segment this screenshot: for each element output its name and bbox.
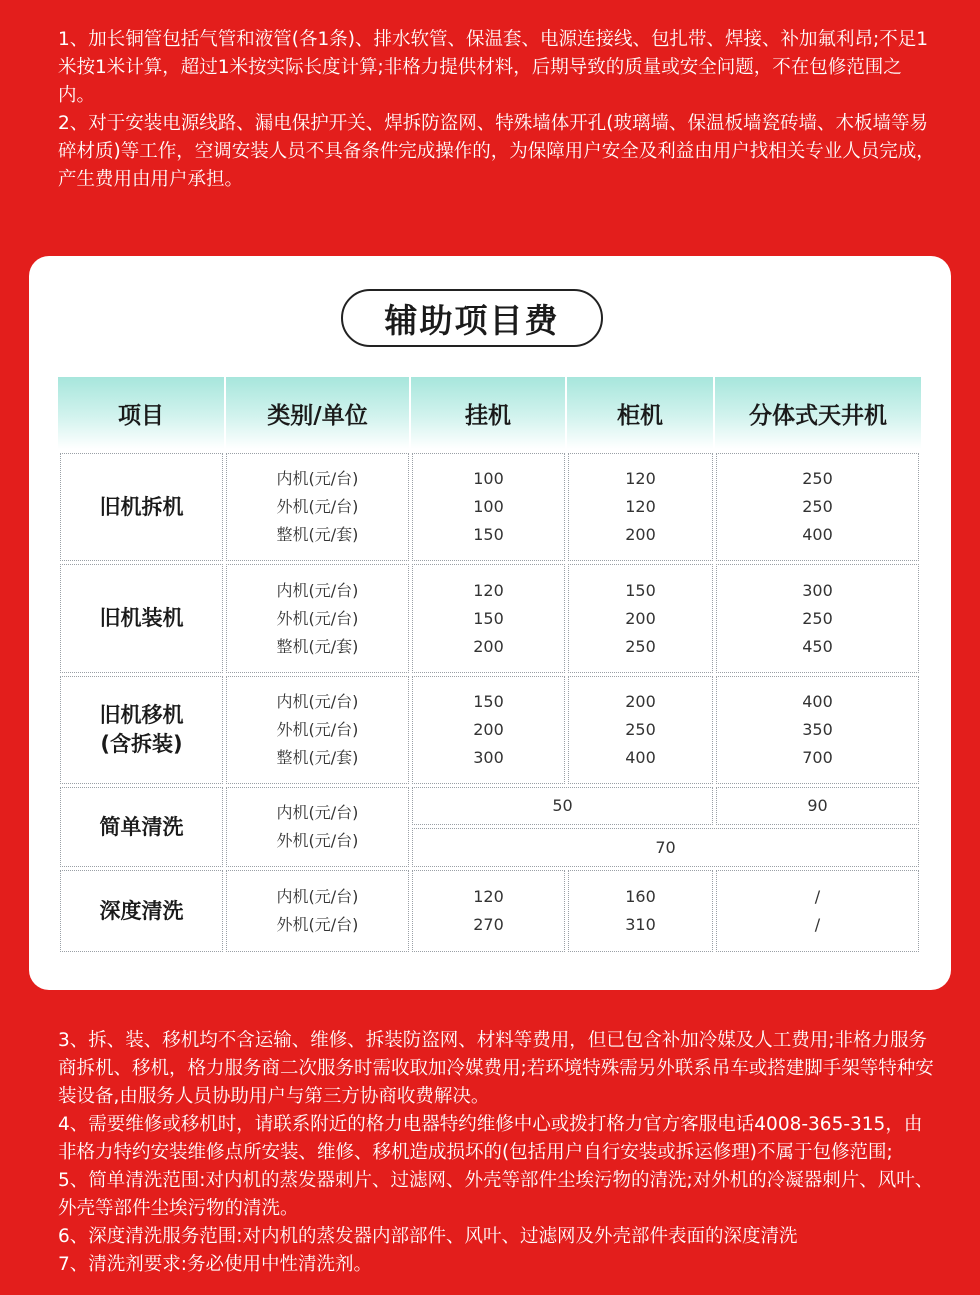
ceiling-values: 250 250 400 — [716, 453, 919, 561]
row-name-install: 旧机装机 — [60, 564, 223, 673]
indoor-ceiling-value: 90 — [716, 787, 919, 825]
header-cabinet: 柜机 — [617, 402, 663, 429]
header-category: 类别/单位 — [267, 402, 368, 429]
indoor-wall-cabinet-value: 50 — [412, 787, 713, 825]
card-title: 辅助项目费 — [341, 289, 603, 347]
table-header — [58, 377, 921, 449]
fee-card — [29, 256, 951, 990]
note-1: 1、加长铜管包括气管和液管(各1条)、排水软管、保温套、电源连接线、包扎带、焊接、补加氟利昂;不足1米按1米计算，超过1米按实际长度计算;非格力提供材料，后期导致的质量或安全问题，不在包修范围之内。 — [58, 29, 928, 106]
ceiling-values: 400 350 700 — [716, 676, 919, 784]
wall-values: 100 100 150 — [412, 453, 565, 561]
row-name-dismantle: 旧机拆机 — [60, 453, 223, 561]
ceiling-values: 300 250 450 — [716, 564, 919, 673]
note-6: 6、深度清洗服务范围:对内机的蒸发器内部部件、风叶、过滤网及外壳部件表面的深度清洗 — [58, 1226, 798, 1247]
header-ceiling: 分体式天井机 — [749, 402, 887, 429]
note-3: 3、拆、装、移机均不含运输、维修、拆装防盗网、材料等费用，但已包含补加冷媒及人工费用;非格力服务商拆机、移机，格力服务商二次服务时需收取加冷媒费用;若环境特殊需另外联系吊车或搭建脚手架等特种安装设备,由服务人员协助用户与第三方协商收费解决。 — [58, 1030, 934, 1107]
cabinet-values: 120 120 200 — [568, 453, 713, 561]
note-7: 7、清洗剂要求:务必使用中性清洗剂。 — [58, 1254, 373, 1275]
note-2: 2、对于安装电源线路、漏电保护开关、焊拆防盗网、特殊墙体开孔(玻璃墙、保温板墙瓷砖墙、木板墙等易碎材质)等工作，空调安装人员不具备条件完成操作的，为保障用户安全及利益由用户找相关专业人员完成，产生费用由用户承担。 — [58, 113, 935, 190]
cabinet-values: 160 310 — [568, 870, 713, 952]
row-units: 内机(元/台) 外机(元/台) 整机(元/套) — [226, 676, 409, 784]
header-wall: 挂机 — [465, 402, 511, 429]
bottom-notes — [58, 1027, 938, 1279]
cabinet-values: 200 250 400 — [568, 676, 713, 784]
ceiling-values: / / — [716, 870, 919, 952]
wall-values: 120 270 — [412, 870, 565, 952]
wall-values: 150 200 300 — [412, 676, 565, 784]
note-4: 4、需要维修或移机时，请联系附近的格力电器特约维修中心或拨打格力官方客服电话4008-365-315，由非格力特约安装维修点所安装、维修、移机造成损坏的(包括用户自行安装或拆运修理)不属于包修范围; — [58, 1114, 923, 1163]
row-name-simple-clean: 简单清洗 — [60, 787, 223, 867]
cabinet-values: 150 200 250 — [568, 564, 713, 673]
wall-values: 120 150 200 — [412, 564, 565, 673]
header-item: 项目 — [118, 402, 164, 429]
row-units: 内机(元/台) 外机(元/台) 整机(元/套) — [226, 453, 409, 561]
row-units: 内机(元/台) 外机(元/台) — [226, 787, 409, 867]
note-5: 5、简单清洗范围:对内机的蒸发器刺片、过滤网、外壳等部件尘埃污物的清洗;对外机的冷凝器刺片、风叶、外壳等部件尘埃污物的清洗。 — [58, 1170, 934, 1219]
row-units: 内机(元/台) 外机(元/台) — [226, 870, 409, 952]
top-notes — [58, 26, 938, 194]
row-name-relocate: 旧机移机 (含拆装) — [60, 676, 223, 784]
outdoor-value: 70 — [412, 828, 919, 867]
row-name-deep-clean: 深度清洗 — [60, 870, 223, 952]
row-units: 内机(元/台) 外机(元/台) 整机(元/套) — [226, 564, 409, 673]
